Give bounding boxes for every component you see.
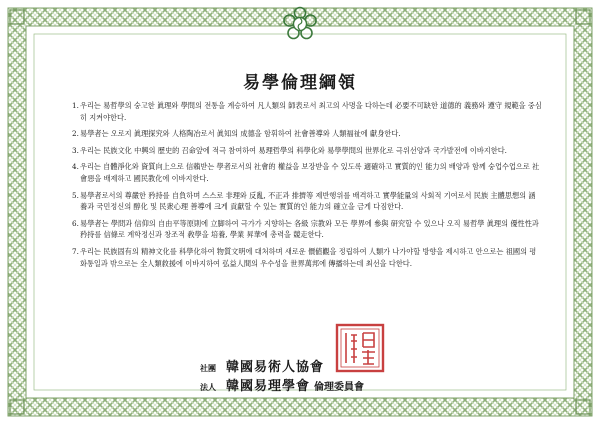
article-text: 우리는 自體淨化와 資質向上으로 信賴받는 學者로서의 社會的 權益을 보장받을 수 있도록 適確하고 實質的인 能力의 배양과 함께 숭업수업으로 社會惡을 배제하고 國民教化에 이바지한다. [80, 162, 540, 183]
article-text: 우리는 民族固有의 精神文化를 科學化하여 物質文明에 대처하며 새로운 價値觀을 정립하여 人類가 나가야할 방향을 제시하고 안으로는 祖國의 평화통일과 밖으로는 全人類救援에 이바지하여 弘益人間의 우수성을 世界萬邦에 傳播하는데 최선을 다한다. [80, 246, 537, 268]
article-1 [72, 100, 542, 123]
article-text: 易學者는 學問과 信仰의 自由平等原則에 立脚하여 극가가 지향하는 各級 宗教와 모든 學界에 參與 研究할 수 있으나 오직 易哲學 眞理의 優性性과 矜持를 信條로 계학정신과 창조적 敎學을 培養, 學業 昇華에 총력을 競走한다. [80, 218, 539, 240]
signature-line-1 [200, 356, 324, 375]
articles-list [72, 100, 542, 274]
official-seal-icon [335, 323, 385, 373]
article-4 [72, 161, 542, 184]
corporation-label: 社團 [200, 363, 216, 373]
society-emblem-icon [282, 6, 318, 42]
document-title: 易學倫理綱領 [243, 73, 357, 93]
article-6 [72, 218, 542, 241]
article-number: 7. [72, 246, 79, 256]
article-number: 4. [72, 162, 79, 172]
article-5 [72, 190, 542, 213]
article-7 [72, 246, 542, 269]
organization-name: 韓國易術人協會 [226, 360, 325, 375]
article-number: 6. [72, 218, 79, 228]
article-text: 易學者는 오로지 眞理探究와 人格陶冶로서 眞知의 成德을 함휘하여 社會善導와 人類福祉에 獻身한다. [80, 129, 401, 139]
article-3 [72, 145, 542, 157]
article-number: 5. [72, 190, 79, 200]
article-number: 2. [72, 129, 79, 139]
article-text: 易學者로서의 尊嚴한 矜持를 自負하며 스스로 非理와 反亂, 不正과 排擠等 제반행위를 배격하고 實學能量의 사회적 기여로서 民族 主體思想의 涵養과 국민정신의 醇化 및 民衆心理 善導에 크게 貢獻할 수 있는 實質的인 能力의 確立을 금게 다짐한다. [80, 190, 536, 212]
signature-line-2 [200, 375, 364, 394]
article-number: 3. [72, 145, 79, 155]
article-number: 1. [72, 101, 79, 110]
organization-name: 韓國易理學會 [226, 379, 311, 394]
article-text: 우리는 易哲學의 숭고한 眞理와 學問의 전통을 계승하여 凡人類의 師表로서 최고의 사명을 다하는데 必要不可缺한 道德的 義務와 遵守 規範을 중심히 지켜야한다. [80, 101, 542, 122]
corporation-label: 法人 [200, 382, 216, 392]
article-2 [72, 128, 542, 140]
article-text: 우리는 民族文化 中興의 歷史的 召命앞에 적극 참여하여 易理哲學의 科學化와 易學學問의 世界化로 극위선양과 국가발전에 이바지한다. [80, 145, 507, 155]
committee-name: 倫理委員會 [314, 382, 365, 393]
